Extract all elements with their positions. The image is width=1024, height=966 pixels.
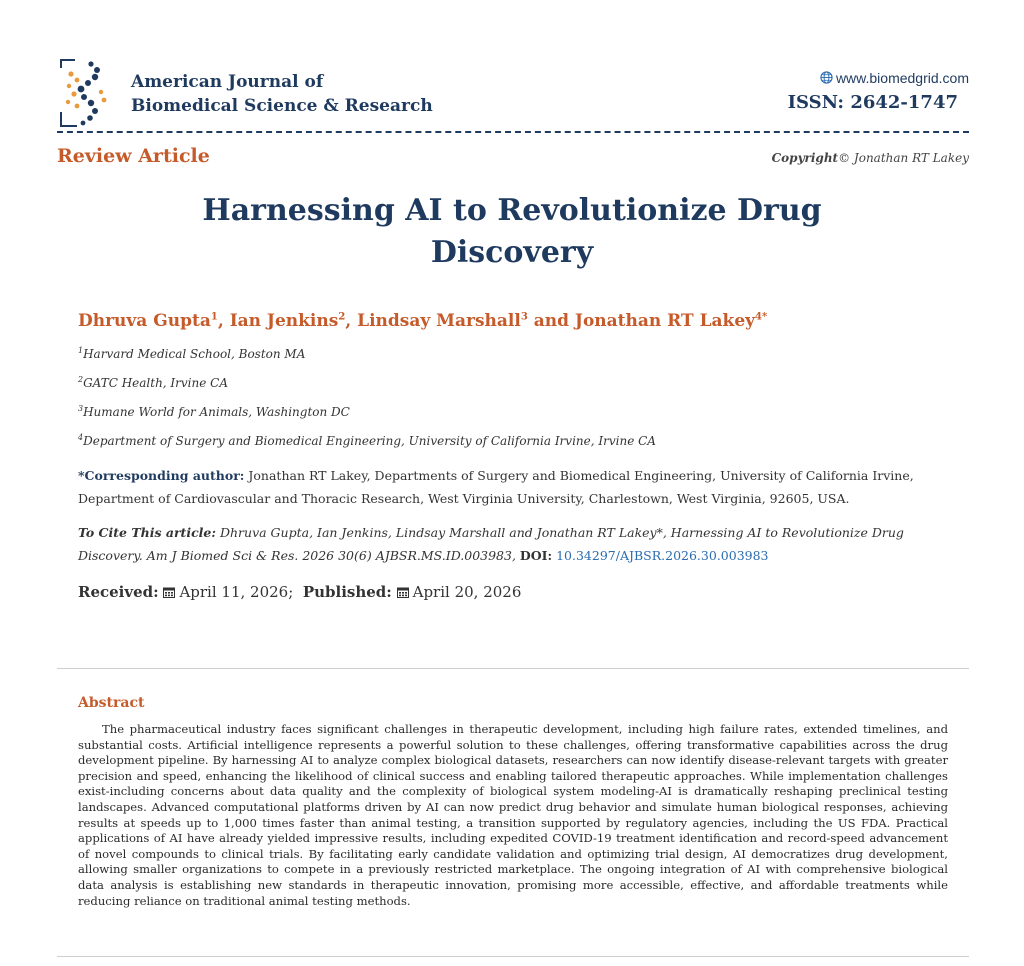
author-name: Dhruva Gupta [78, 311, 211, 331]
affiliation-text: Humane World for Animals, Washington DC [83, 405, 350, 419]
journal-logo-icon [57, 58, 119, 128]
affiliation [78, 404, 350, 419]
author-name: Ian Jenkins [229, 311, 339, 331]
calendar-icon [397, 587, 409, 598]
section-divider [57, 668, 969, 669]
author-name: Lindsay Marshall [357, 311, 521, 331]
journal-name-line2: Biomedical Science & Research [131, 96, 433, 116]
affiliation-sup: 4 [78, 433, 84, 442]
author-name: Jonathan RT Lakey [574, 311, 756, 331]
journal-name [131, 70, 433, 118]
received-label: Received: [78, 583, 159, 601]
section-divider [57, 956, 969, 957]
author-sup: 1 [210, 311, 218, 323]
article-title-line2: Discovery [430, 235, 594, 270]
received-date: April 11, 2026; [179, 583, 294, 601]
affiliation [78, 433, 656, 448]
article-title-line1: Harnessing AI to Revolutionize Drug [202, 193, 822, 228]
abstract-heading: Abstract [78, 695, 145, 711]
article-type: Review Article [57, 145, 210, 167]
corresponding-author-label: *Corresponding author: [78, 468, 245, 483]
author-separator: , [217, 311, 230, 331]
author-list [78, 311, 767, 331]
globe-icon [820, 71, 833, 84]
affiliation [78, 346, 305, 361]
corresponding-author [78, 464, 948, 510]
header-divider [57, 131, 969, 133]
copyright-label: Copyright [771, 151, 839, 165]
author-sup: 4* [755, 311, 768, 323]
published-date: April 20, 2026 [412, 583, 522, 601]
website-link-text: www.biomedgrid.com [835, 70, 969, 86]
article-dates [78, 583, 521, 601]
published-label: Published: [302, 583, 392, 601]
copyright-holder: © Jonathan RT Lakey [838, 151, 969, 165]
affiliation [78, 375, 228, 390]
article-title [0, 190, 1024, 274]
affiliation-text: Harvard Medical School, Boston MA [83, 347, 306, 361]
affiliation-text: Department of Surgery and Biomedical Engineering, University of California Irvine, Irvine CA [83, 434, 656, 448]
affiliation-text: GATC Health, Irvine CA [83, 376, 229, 390]
corresponding-author-text: Jonathan RT Lakey, Departments of Surgery and Biomedical Engineering, University of California Irvine, Department of Cardiovascular and Thoracic Research, West Virginia University, Charlestown, West Virginia, 92605, USA. [78, 468, 914, 506]
issn: ISSN: 2642-1747 [787, 92, 958, 113]
author-separator: and [527, 311, 575, 331]
author-sup: 2 [338, 311, 346, 323]
citation [78, 521, 958, 567]
doi-label: DOI: [519, 548, 553, 563]
affiliation-sup: 3 [78, 404, 84, 413]
author-sup: 3 [520, 311, 528, 323]
affiliation-sup: 1 [78, 346, 84, 355]
citation-label: To Cite This article: [78, 525, 216, 540]
website-link[interactable] [820, 70, 969, 86]
doi-link[interactable]: 10.34297/AJBSR.2026.30.003983 [552, 548, 769, 563]
calendar-icon [163, 587, 175, 598]
copyright-notice [772, 151, 969, 165]
affiliation-sup: 2 [78, 375, 84, 384]
journal-name-line1: American Journal of [131, 72, 324, 92]
citation-text: Dhruva Gupta, Ian Jenkins, Lindsay Marshall and Jonathan RT Lakey*, Harnessing AI to Revolutionize Drug Discovery. Am J Biomed Sci & Res. 2026 30(6) AJBSR.MS.ID.003983, [78, 525, 904, 563]
abstract-body: The pharmaceutical industry faces significant challenges in therapeutic development, including high failure rates, extended timelines, and substantial costs. Artificial intelligence represents a powerful solution to these challenges, offering transformative capabilities across the drug development pipeline. By harnessing AI to analyze complex biological datasets, researchers can now identify disease-relevant targets with greater precision and speed, enhancing the likelihood of clinical success and enabling tailored therapeutic approaches. While implementation challenges exist-including concerns about data quality and the complexity of biological system modeling-AI is dramatically reshaping preclinical testing landscapes. Advanced computational platforms driven by AI can now predict drug behavior and simulate human biological responses, achieving results at speeds up to 1,000 times faster than animal testing, a transition supported by regulatory agencies, including the US FDA. Practical applications of AI have already yielded impressive results, including expedited COVID-19 treatment identification and record-speed advancement of novel compounds to clinical trials. By facilitating early candidate validation and optimizing trial design, AI democratizes drug development, allowing smaller organizations to compete in a previously restricted marketplace. The ongoing integration of AI with comprehensive biological data analysis is establishing new standards in therapeutic innovation, promising more accessible, effective, and affordable treatments while reducing reliance on traditional animal testing methods. [78, 722, 948, 908]
author-separator: , [345, 311, 358, 331]
